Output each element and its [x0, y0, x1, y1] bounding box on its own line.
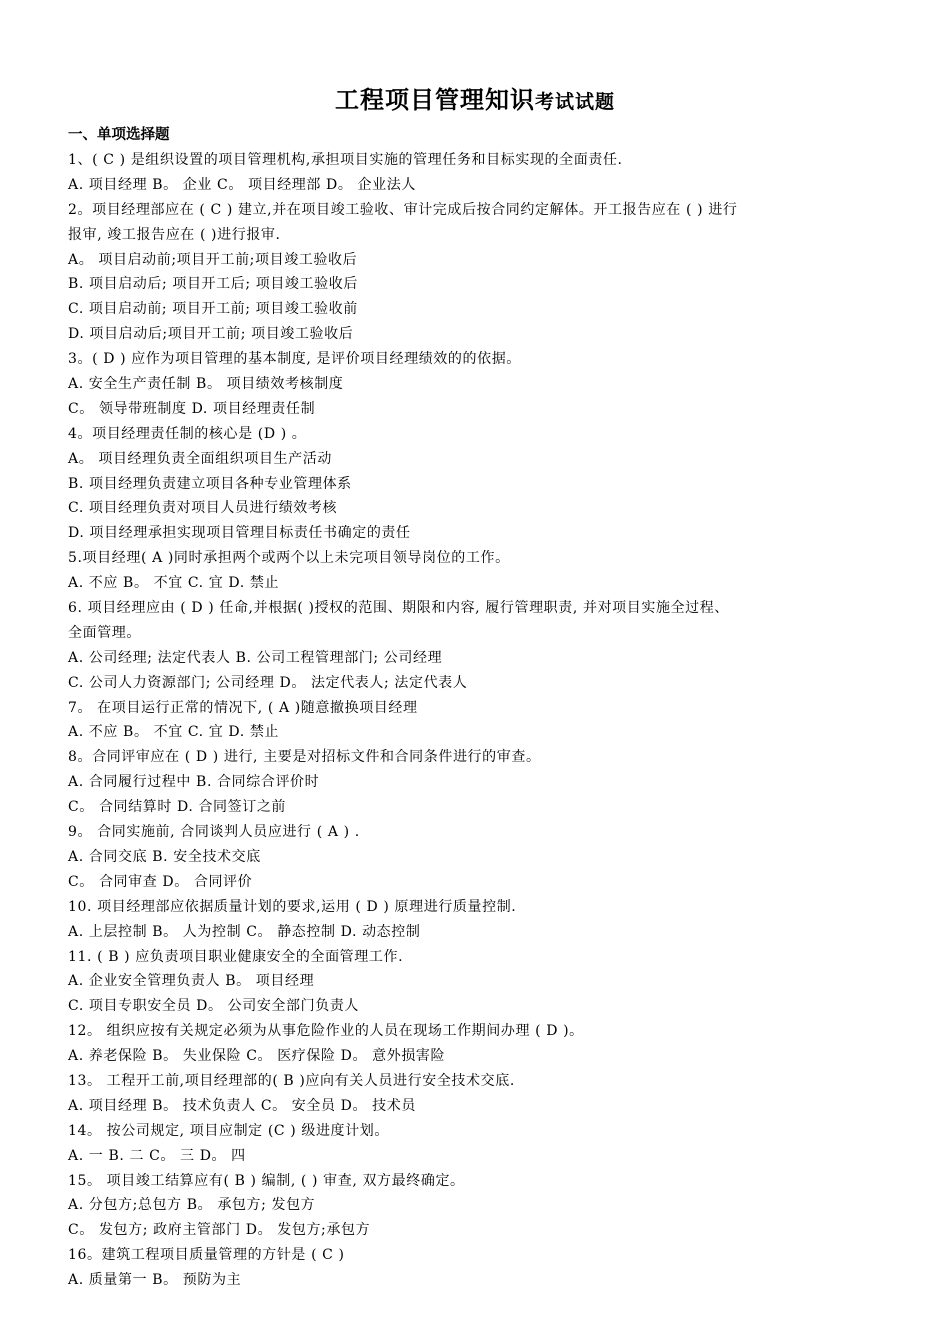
question-line: A. 一 B. 二 C。 三 D。 四: [68, 1147, 246, 1164]
question-line: A. 养老保险 B。 失业保险 C。 医疗保险 D。 意外损害险: [68, 1048, 446, 1065]
question-line: A. 质量第一 B。 预防为主: [68, 1272, 242, 1289]
question-line: D. 项目启动后;项目开工前; 项目竣工验收后: [68, 326, 354, 343]
question-line: C. 项目专职安全员 D。 公司安全部门负责人: [68, 998, 360, 1015]
question-line: 2。项目经理部应在 ( C ) 建立,并在项目竣工验收、审计完成后按合同约定解体。开工报告应在 ( ) 进行: [68, 201, 738, 218]
question-line: 全面管理。: [68, 624, 141, 641]
question-line: A. 不应 B。 不宜 C. 宜 D. 禁止: [68, 724, 280, 741]
question-line: C。 合同审查 D。 合同评价: [68, 873, 253, 890]
question-line: B. 项目经理负责建立项目各种专业管理体系: [68, 475, 352, 492]
question-line: 11. ( B ) 应负责项目职业健康安全的全面管理工作.: [68, 948, 404, 965]
question-line: 3。( D ) 应作为项目管理的基本制度, 是评价项目经理绩效的的依据。: [68, 351, 521, 368]
question-line: B. 项目启动后; 项目开工后; 项目竣工验收后: [68, 276, 358, 293]
question-line: 6. 项目经理应由 ( D ) 任命,并根据( )授权的范围、期限和内容, 履行管理职责, 并对项目实施全过程、: [68, 600, 729, 617]
question-line: 5.项目经理( A )同时承担两个或两个以上未完项目领导岗位的工作。: [68, 550, 510, 567]
question-line: A. 不应 B。 不宜 C. 宜 D. 禁止: [68, 575, 280, 592]
question-line: C. 项目经理负责对项目人员进行绩效考核: [68, 500, 338, 517]
question-line: A. 分包方;总包方 B。 承包方; 发包方: [68, 1197, 316, 1214]
question-line: A. 合同交底 B. 安全技术交底: [68, 848, 261, 865]
question-line: C。 合同结算时 D. 合同签订之前: [68, 799, 287, 816]
question-line: A. 上层控制 B。 人为控制 C。 静态控制 D. 动态控制: [68, 923, 421, 940]
question-line: A. 企业安全管理负责人 B。 项目经理: [68, 973, 315, 990]
question-line: A. 项目经理 B。 企业 C。 项目经理部 D。 企业法人: [68, 176, 416, 193]
question-line: 16。建筑工程项目质量管理的方针是 ( C ): [68, 1247, 345, 1264]
question-line: 4。项目经理责任制的核心是 (D ) 。: [68, 425, 307, 442]
question-line: C。 发包方; 政府主管部门 D。 发包方;承包方: [68, 1222, 371, 1239]
question-line: C. 项目启动前; 项目开工前; 项目竣工验收前: [68, 301, 358, 318]
title-suffix: 考试试题: [534, 91, 615, 113]
question-line: A。 项目启动前;项目开工前;项目竣工验收后: [68, 251, 358, 268]
question-line: A。 项目经理负责全面组织项目生产活动: [68, 450, 332, 467]
question-line: D. 项目经理承担实现项目管理目标责任书确定的责任: [68, 525, 411, 542]
question-line: 1、( C ) 是组织设置的项目管理机构,承担项目实施的管理任务和目标实现的全面责任.: [68, 152, 623, 168]
question-line: A. 公司经理; 法定代表人 B. 公司工程管理部门; 公司经理: [68, 649, 443, 666]
question-line: 14。 按公司规定, 项目应制定 (C ) 级进度计划。: [68, 1122, 389, 1139]
document-title: [0, 84, 950, 118]
section-heading: 一、单项选择题: [68, 127, 170, 143]
question-line: 15。 项目竣工结算应有( B ) 编制, ( ) 审查, 双方最终确定。: [68, 1172, 465, 1189]
question-line: C。 领导带班制度 D. 项目经理责任制: [68, 400, 316, 417]
question-line: 报审, 竣工报告应在 ( )进行报审.: [68, 226, 281, 243]
question-line: C. 公司人力资源部门; 公司经理 D。 法定代表人; 法定代表人: [68, 674, 468, 691]
question-line: A. 项目经理 B。 技术负责人 C。 安全员 D。 技术员: [68, 1097, 416, 1114]
question-line: A. 合同履行过程中 B. 合同综合评价时: [68, 774, 320, 791]
question-line: 9。 合同实施前, 合同谈判人员应进行 ( A ) .: [68, 824, 360, 841]
question-line: 8。合同评审应在 ( D ) 进行, 主要是对招标文件和合同条件进行的审查。: [68, 749, 541, 766]
question-line: 7。 在项目运行正常的情况下, ( A )随意撤换项目经理: [68, 699, 418, 716]
question-line: 12。 组织应按有关规定必须为从事危险作业的人员在现场工作期间办理 ( D )。: [68, 1023, 584, 1040]
question-line: 10. 项目经理部应依据质量计划的要求,运用 ( D ) 原理进行质量控制.: [68, 898, 517, 915]
question-line: A. 安全生产责任制 B。 项目绩效考核制度: [68, 376, 344, 393]
question-list: [68, 148, 904, 1293]
question-line: 13。 工程开工前,项目经理部的( B )应向有关人员进行安全技术交底.: [68, 1072, 515, 1089]
title-main: 工程项目管理知识: [334, 86, 535, 114]
